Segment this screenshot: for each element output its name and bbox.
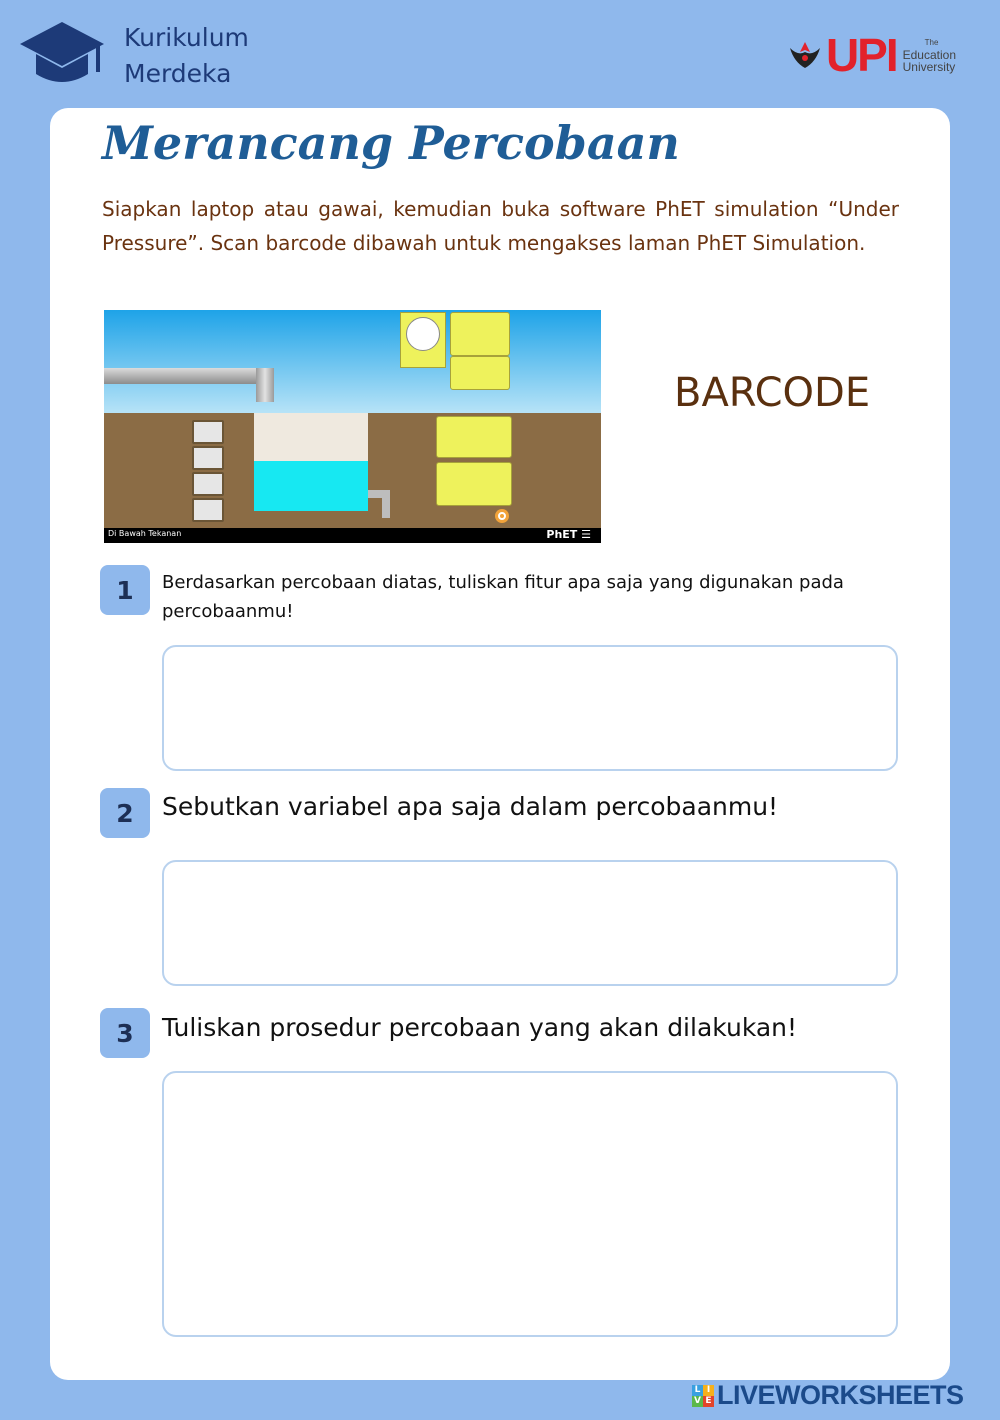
sim-scene-thumb-4 xyxy=(192,498,224,522)
sim-scene-thumb-2 xyxy=(192,446,224,470)
question-text-2: Sebutkan variabel apa saja dalam percobaanmu! xyxy=(162,792,779,821)
brand-line-1: Kurikulum xyxy=(124,23,249,52)
sim-units-panel xyxy=(450,356,510,390)
answer-box-3[interactable] xyxy=(162,1071,898,1337)
sim-inlet-pipe xyxy=(104,368,274,384)
page-title: Merancang Percobaan xyxy=(102,116,680,170)
sim-scene-thumb-3 xyxy=(192,472,224,496)
liveworksheets-watermark xyxy=(692,1380,964,1411)
upi-logo xyxy=(788,28,956,82)
liveworksheets-text: LIVEWORKSHEETS xyxy=(717,1380,964,1410)
answer-box-1[interactable] xyxy=(162,645,898,771)
sim-reset-icon xyxy=(494,508,510,524)
upi-logo-university: University xyxy=(902,60,956,74)
upi-logo-the: The xyxy=(924,38,939,47)
sim-drain-spout xyxy=(382,490,390,518)
brand-line-2: Merdeka xyxy=(124,59,232,88)
upi-logo-education: Education xyxy=(902,48,956,62)
phet-simulation-screenshot xyxy=(104,310,601,543)
upi-logo-subtitle xyxy=(903,37,956,73)
question-number-3: 3 xyxy=(100,1008,150,1058)
phet-logo: PhET ☰ xyxy=(546,528,591,541)
sim-caption: Di Bawah Tekanan xyxy=(108,529,182,538)
sim-pool xyxy=(254,413,368,511)
sim-pressure-gauge-icon xyxy=(400,312,446,368)
question-number-1: 1 xyxy=(100,565,150,615)
sim-gravity-panel xyxy=(436,462,512,506)
intro-paragraph: Siapkan laptop atau gawai, kemudian buka software PhET simulation “Under Pressure”. Scan barcode dibawah untuk mengakses laman PhET Simulation. xyxy=(102,197,899,255)
upi-emblem-icon xyxy=(788,38,822,72)
sim-faucet-icon xyxy=(256,368,274,402)
sim-navbar xyxy=(104,528,601,543)
question-number-2: 2 xyxy=(100,788,150,838)
sim-scene-thumb-1 xyxy=(192,420,224,444)
graduation-cap-icon xyxy=(18,20,106,92)
barcode-placeholder: BARCODE xyxy=(674,370,871,416)
upi-logo-word: UPI xyxy=(825,29,897,81)
question-text-3: Tuliskan prosedur percobaan yang akan dilakukan! xyxy=(162,1013,798,1042)
brand-text xyxy=(124,20,249,92)
sim-atmosphere-panel xyxy=(450,312,510,356)
answer-box-2[interactable] xyxy=(162,860,898,986)
liveworksheets-logo-icon: L I V E xyxy=(692,1385,714,1407)
worksheet-card xyxy=(50,108,950,1380)
kurikulum-merdeka-brand xyxy=(18,20,249,92)
sim-sky xyxy=(104,310,601,413)
sim-water xyxy=(254,461,368,511)
question-text-1: Berdasarkan percobaan diatas, tuliskan fitur apa saja yang digunakan pada percobaanmu! xyxy=(162,572,844,622)
sim-fluid-density-panel xyxy=(436,416,512,458)
